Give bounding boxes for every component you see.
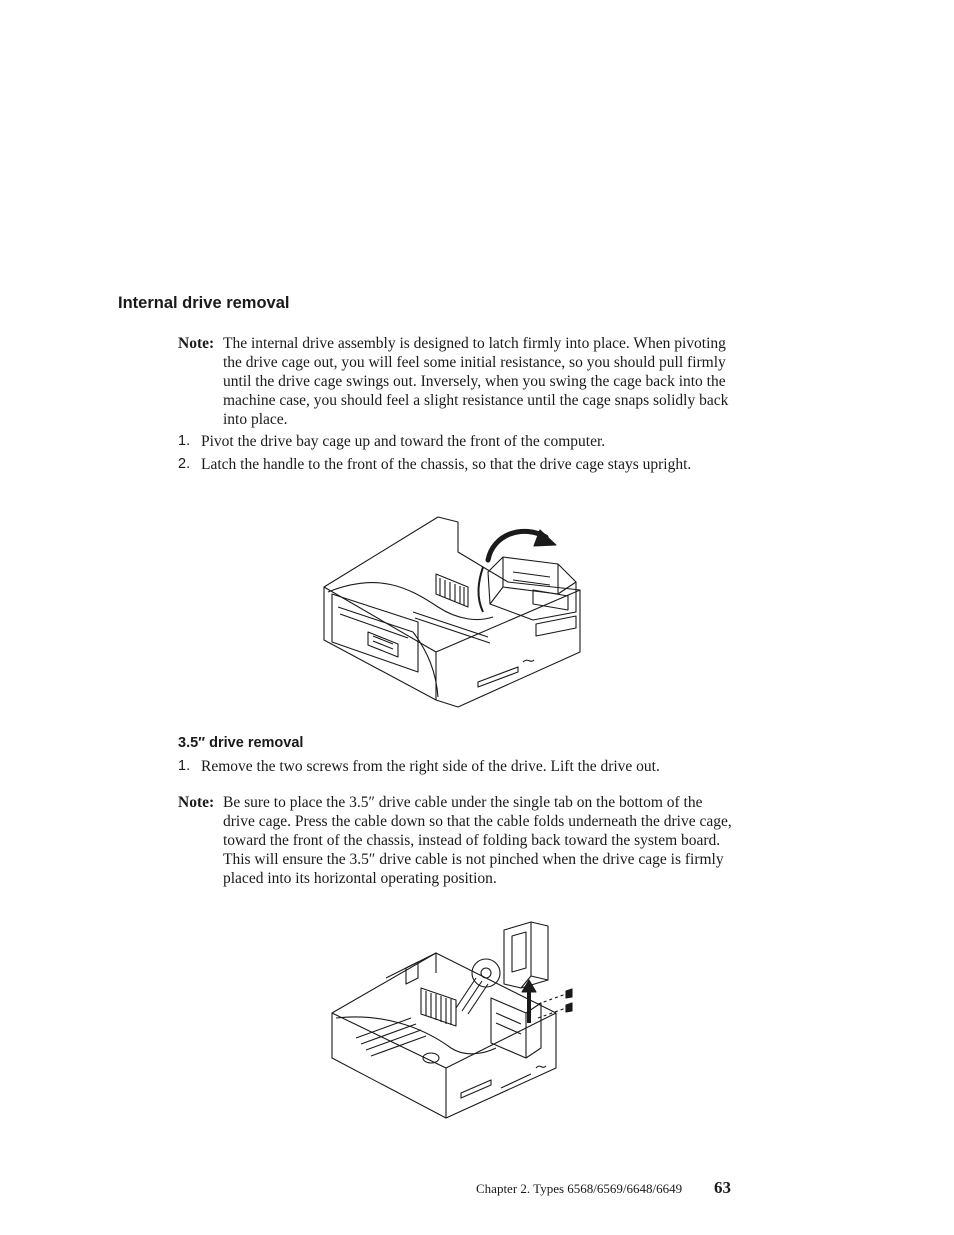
step-text: Pivot the drive bay cage up and toward the front of the computer. xyxy=(201,433,606,450)
note-text: Be sure to place the 3.5″ drive cable under the single tab on the bottom of the drive cage. Press the cable down so that the cable folds underneath the drive cage, toward the front of the chassis, instead of folding back toward the system board. This will ensure the 3.5″ drive cable is not pinched when the drive cage is firmly placed into its horizontal operating position. xyxy=(223,794,732,887)
step-1-pivot xyxy=(178,432,738,451)
note-drive-cable xyxy=(178,793,738,888)
step-1-remove-screws xyxy=(178,757,738,776)
note-text: The internal drive assembly is designed to latch firmly into place. When pivoting the drive cage out, you will feel some initial resistance, so you should pull firmly until the drive cage swings out. Inversely, when you swing the cage back into the machine case, you should feel a slight resistance until the cage snaps solidly back into place. xyxy=(223,335,729,428)
note-label: Note: xyxy=(178,794,215,811)
step-number: 1. xyxy=(178,758,191,774)
step-number: 2. xyxy=(178,456,191,472)
drive-lift-illustration xyxy=(326,918,584,1124)
section-title: Internal drive removal xyxy=(118,294,290,312)
note-label: Note: xyxy=(178,335,215,352)
drive-cage-pivot-illustration xyxy=(318,512,586,712)
step-2-latch xyxy=(178,455,738,474)
note-drive-latch xyxy=(178,334,738,429)
step-text: Latch the handle to the front of the chassis, so that the drive cage stays upright. xyxy=(201,456,692,473)
step-text: Remove the two screws from the right side of the drive. Lift the drive out. xyxy=(201,758,660,775)
step-number: 1. xyxy=(178,433,191,449)
footer-chapter: Chapter 2. Types 6568/6569/6648/6649 xyxy=(476,1181,683,1196)
page-number: 63 xyxy=(714,1178,731,1197)
subsection-title: 3.5″ drive removal xyxy=(178,735,304,751)
